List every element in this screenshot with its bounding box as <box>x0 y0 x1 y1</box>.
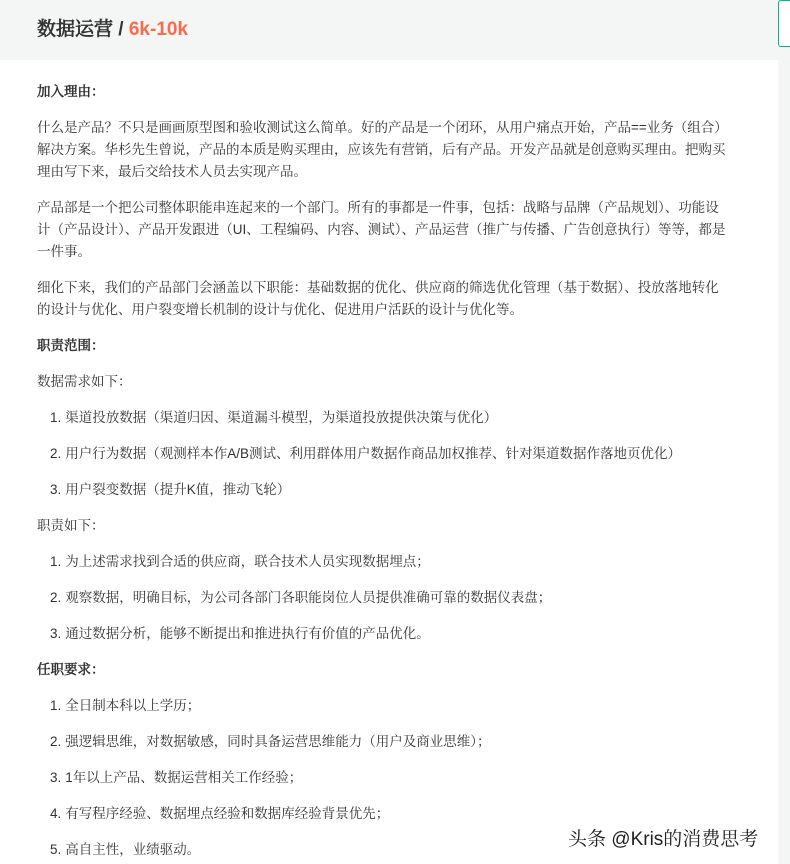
list-item <box>50 803 745 825</box>
list-text: 通过数据分析，能够不断提出和推进执行有价值的产品优化。 <box>65 626 430 641</box>
section-heading-requirements: 任职要求： <box>37 662 105 677</box>
list-number: 1. <box>50 554 62 569</box>
list-text: 强逻辑思维，对数据敏感，同时具备运营思维能力（用户及商业思维）； <box>65 734 491 749</box>
list-text: 用户行为数据（观测样本作A/B测试、利用群体用户数据作商品加权推荐、针对渠道数据作落地页优化） <box>65 446 682 461</box>
list-number: 2. <box>50 734 62 749</box>
list-text: 渠道投放数据（渠道归因、渠道漏斗模型，为渠道投放提供决策与优化） <box>65 410 498 425</box>
paragraph: 细化下来，我们的产品部门会涵盖以下职能：基础数据的优化、供应商的筛选优化管理（基于数据）、投放落地转化的设计与优化、用户裂变增长机制的设计与优化、促进用户活跃的设计与优化等。 <box>37 280 719 317</box>
watermark: 头条 @Kris的消费思考 <box>568 829 759 850</box>
list-number: 3. <box>50 626 62 641</box>
paragraph: 什么是产品？不只是画画原型图和验收测试这么简单。好的产品是一个闭环，从用户痛点开始，产品==业务（组合）解决方案。华杉先生曾说，产品的本质是购买理由，应该先有营销，后有产品。开发产品就是创意购买理由。把购买理由写下来，最后交给技术人员去实现产品。 <box>37 120 728 179</box>
list-number: 4. <box>50 806 62 821</box>
list-number: 1. <box>50 698 62 713</box>
duties-label: 职责如下： <box>37 518 105 533</box>
job-description <box>0 60 778 864</box>
list-text: 用户裂变数据（提升K值，推动飞轮） <box>65 482 291 497</box>
job-header <box>0 0 790 60</box>
list-number: 2. <box>50 446 62 461</box>
list-text: 有写程序经验、数据埋点经验和数据库经验背景优先； <box>65 806 390 821</box>
list-item <box>50 587 745 609</box>
list-item <box>50 407 745 429</box>
paragraph: 产品部是一个把公司整体职能串连起来的一个部门。所有的事都是一件事，包括：战略与品牌（产品规划）、功能设计（产品设计）、产品开发跟进（UI、工程编码、内容、测试）、产品运营（推广与传播、广告创意执行）等等，都是一件事。 <box>37 200 726 259</box>
job-title <box>37 14 188 41</box>
section-heading-scope: 职责范围： <box>37 338 105 353</box>
list-item <box>50 551 745 573</box>
section-heading-reason: 加入理由： <box>37 84 105 99</box>
title-separator: / <box>113 19 129 40</box>
list-number: 5. <box>50 842 62 857</box>
list-number: 3. <box>50 482 62 497</box>
list-text: 高自主性，业绩驱动。 <box>65 842 201 857</box>
list-number: 3. <box>50 770 62 785</box>
list-item <box>50 695 745 717</box>
salary-range: 6k-10k <box>128 19 189 40</box>
duties-list <box>50 551 778 645</box>
list-number: 2. <box>50 590 62 605</box>
list-item <box>50 479 745 501</box>
list-text: 全日制本科以上学历； <box>65 698 201 713</box>
data-needs-label: 数据需求如下： <box>37 374 132 389</box>
list-item <box>50 767 745 789</box>
list-text: 1年以上产品、数据运营相关工作经验； <box>65 770 303 785</box>
list-text: 为上述需求找到合适的供应商，联合技术人员实现数据埋点； <box>65 554 430 569</box>
data-needs-list <box>50 407 778 501</box>
list-item <box>50 443 745 465</box>
list-item <box>50 731 745 753</box>
list-text: 观察数据，明确目标，为公司各部门各职能岗位人员提供准确可靠的数据仪表盘； <box>65 590 552 605</box>
list-number: 1. <box>50 410 62 425</box>
list-item <box>50 623 745 645</box>
job-name: 数据运营 <box>37 19 114 40</box>
apply-button[interactable] <box>778 0 790 47</box>
